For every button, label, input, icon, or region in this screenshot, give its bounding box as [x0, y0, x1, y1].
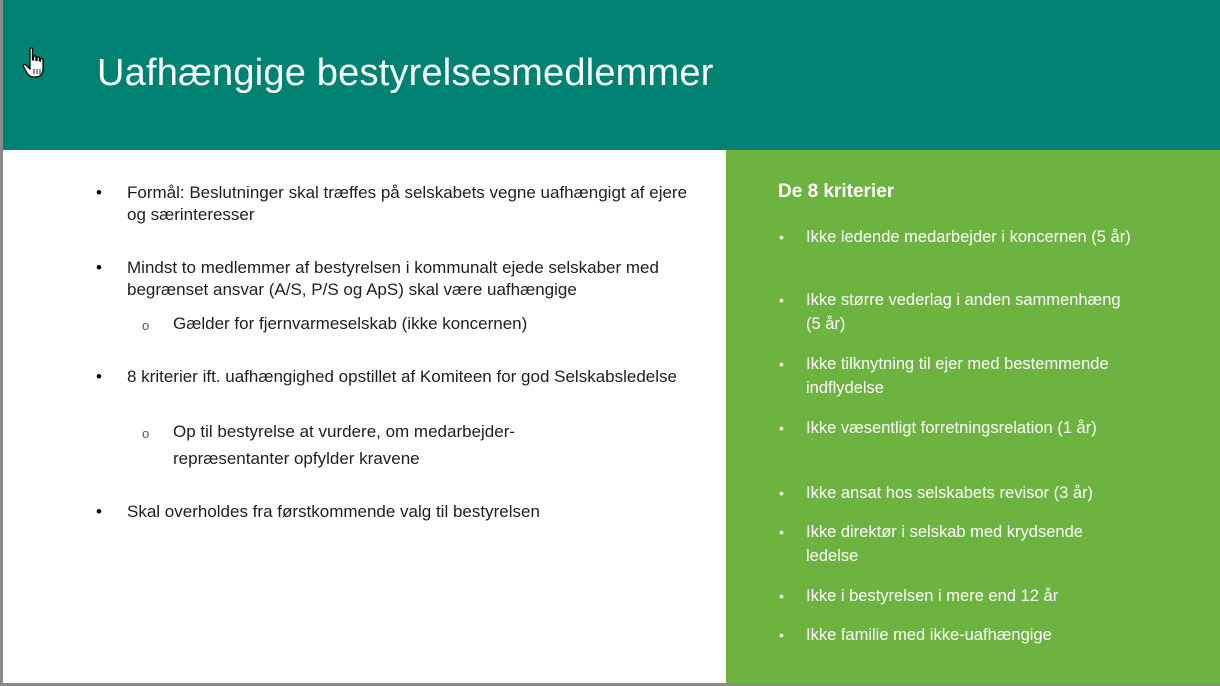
sub-bullet-employee-reps: [142, 418, 593, 472]
criteria-text: Ikke ansat hos selskabets revisor (3 år): [806, 484, 1094, 502]
criteria-bullet: •: [779, 485, 784, 501]
bullet-next-election: [96, 501, 707, 523]
slide-title: Uafhængige bestyrelsesmedlemmer: [97, 52, 714, 94]
criteria-text: Ikke væsentligt forretningsrelation (1 år): [806, 419, 1097, 437]
bullet-8-criteria: [96, 366, 707, 388]
sub-bullet-ring: o: [142, 426, 150, 441]
left-content-area: [3, 150, 726, 683]
criteria-text: Ikke i bestyrelsen i mere end 12 år: [806, 587, 1059, 605]
bullet-dot: •: [96, 367, 102, 386]
criteria-text: Ikke større vederlag i anden sammenhæng (5 år): [806, 291, 1121, 333]
bullet-text: Formål: Beslutninger skal træffes på selskabets vegne uafhængigt af ejere og særinteresser: [127, 183, 688, 224]
sub-bullet-ring: o: [142, 318, 150, 333]
bullet-purpose: [96, 182, 707, 226]
criteria-item: [779, 623, 1136, 647]
slide: [3, 0, 1220, 683]
criteria-text: Ikke familie med ikke-uafhængige: [806, 626, 1052, 644]
bullet-min-two-members: [96, 257, 707, 301]
criteria-text: Ikke direktør i selskab med krydsende ledelse: [806, 523, 1083, 565]
criteria-item: [779, 520, 1136, 568]
sub-bullet-text: Op til bestyrelse at vurdere, om medarbejder-repræsentanter opfylder kravene: [173, 422, 516, 468]
criteria-text: Ikke ledende medarbejder i koncernen (5 år): [806, 228, 1131, 246]
criteria-bullet: •: [779, 229, 784, 245]
bullet-text: Skal overholdes fra førstkommende valg til bestyrelsen: [127, 502, 540, 521]
criteria-item: [779, 584, 1136, 608]
criteria-bullet: •: [779, 420, 784, 436]
criteria-bullet: •: [779, 292, 784, 308]
criteria-item: [779, 288, 1136, 336]
criteria-bullet: •: [779, 588, 784, 604]
criteria-text: Ikke tilknytning til ejer med bestemmende indflydelse: [806, 355, 1109, 397]
criteria-title: De 8 kriterier: [778, 181, 895, 202]
criteria-bullet: •: [779, 627, 784, 643]
criteria-bullet: •: [779, 524, 784, 540]
sub-bullet-text: Gælder for fjernvarmeselskab (ikke koncernen): [173, 314, 528, 333]
criteria-item: [779, 225, 1136, 249]
criteria-item: [779, 416, 1136, 440]
sub-bullet-district-heating: [142, 310, 633, 337]
hand-pointer-icon: [21, 46, 47, 80]
bullet-text: Mindst to medlemmer af bestyrelsen i kommunalt ejede selskaber med begrænset ansvar (A/S, P/S og ApS) skal være uafhængige: [127, 258, 659, 299]
criteria-bullet: •: [779, 356, 784, 372]
bullet-dot: •: [96, 502, 102, 521]
criteria-item: [779, 481, 1146, 505]
criteria-item: [779, 352, 1136, 400]
bullet-dot: •: [96, 258, 102, 277]
bullet-text: 8 kriterier ift. uafhængighed opstillet af Komiteen for god Selskabsledelse: [127, 367, 677, 386]
bullet-dot: •: [96, 183, 102, 202]
